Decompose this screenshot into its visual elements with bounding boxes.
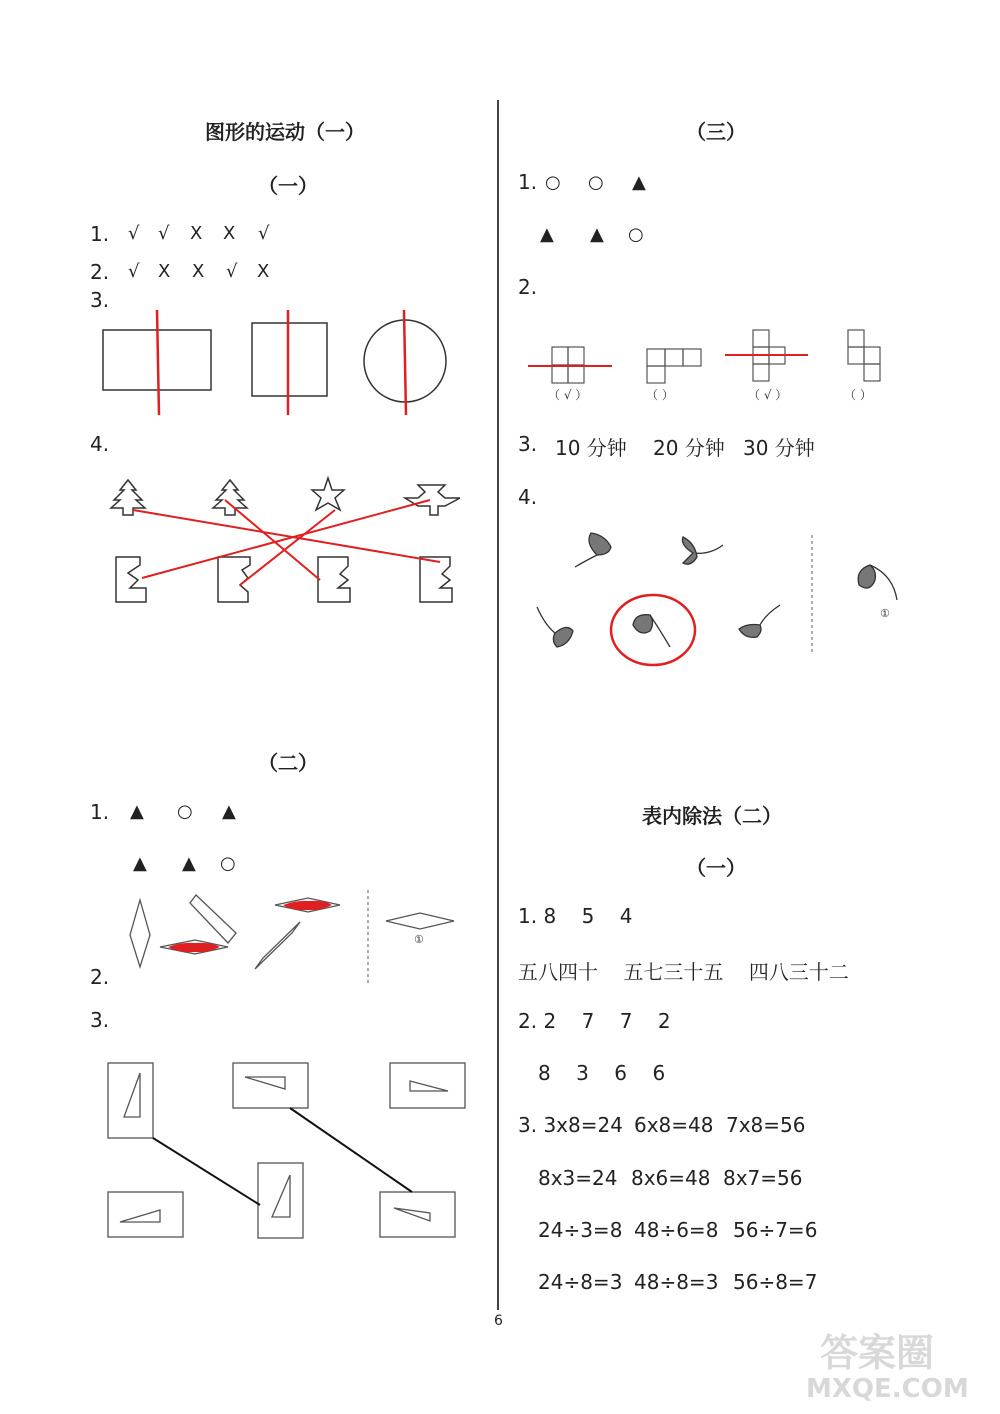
circle-symbol: ○ <box>628 224 644 245</box>
tree-shape <box>213 480 247 515</box>
triangle-shape <box>410 1081 448 1091</box>
equation: 3. 3x8=24 <box>518 1113 623 1137</box>
ginkgo-leaf <box>537 607 573 647</box>
triangle-symbol: ▲ <box>182 853 196 874</box>
triangle-symbol: ▲ <box>632 172 646 193</box>
match-line <box>290 1108 412 1192</box>
folded-paper-shape <box>420 557 452 602</box>
subsection-heading-1: （一） <box>258 174 318 198</box>
watermark-logo: 答案圈 <box>820 1331 935 1375</box>
sec3-q3-label: 3. <box>518 432 538 456</box>
ginkgo-leaf-rotation-figure <box>525 525 905 675</box>
symmetry-axis-line <box>157 310 159 415</box>
q2-mark: X <box>158 261 171 282</box>
ginkgo-leaf-reference <box>858 565 897 600</box>
cut-shapes-matching-figure <box>100 470 480 615</box>
q1-mark: X <box>223 223 236 244</box>
div-q2-line2: 8 3 6 6 <box>538 1061 666 1085</box>
triangle-symbol: ▲ <box>130 801 144 822</box>
rhombus-shape <box>255 922 300 969</box>
section-title-division: 表内除法（二） <box>642 804 782 828</box>
triangle-symbol: ▲ <box>133 853 147 874</box>
watermark-url: MXQE.COM <box>806 1374 969 1404</box>
sec3-q1-label: 1. <box>518 170 538 194</box>
time-answer: 30 分钟 <box>743 436 815 460</box>
answer-bracket: （ √ ） <box>548 388 588 402</box>
rotated-rhombus-figure <box>120 885 470 985</box>
time-answer: 20 分钟 <box>653 436 725 460</box>
div-q1-line2: 五八四十 五七三十五 四八三十二 <box>518 960 849 984</box>
tree-shape <box>111 480 145 515</box>
answer-bracket: （ √ ） <box>748 388 788 402</box>
card-frame <box>380 1192 455 1237</box>
triangle-symbol: ▲ <box>590 224 604 245</box>
q1-mark: √ <box>128 223 140 244</box>
symmetry-shapes-figure <box>95 305 465 420</box>
symmetry-axis-line <box>404 310 406 415</box>
square-shape <box>252 323 327 396</box>
q2-mark: √ <box>128 261 140 282</box>
cube-net-figure <box>520 322 900 412</box>
folded-paper-shape <box>116 557 146 602</box>
q3-label: 3. <box>90 288 110 312</box>
circle-symbol: ○ <box>545 172 561 193</box>
star-shape <box>312 478 344 510</box>
q2-mark: √ <box>226 261 238 282</box>
ginkgo-leaf <box>739 605 780 637</box>
card-frame <box>233 1063 308 1108</box>
triangle-shape <box>272 1175 290 1217</box>
cube-net <box>647 349 701 383</box>
match-line <box>142 500 430 578</box>
sec2-q3-label: 3. <box>90 1008 110 1032</box>
equation: 8x6=48 <box>631 1166 711 1190</box>
rhombus-shape <box>130 900 150 967</box>
card-frame <box>258 1163 303 1238</box>
match-line <box>133 510 440 562</box>
answer-bracket: （ ） <box>844 388 872 402</box>
folded-paper-shape <box>318 557 350 602</box>
equation: 8x3=24 <box>538 1166 618 1190</box>
circled-number-label: ① <box>414 933 424 946</box>
triangle-shape <box>120 1210 160 1222</box>
q1-mark: X <box>190 223 203 244</box>
equation: 24÷3=8 <box>538 1218 623 1242</box>
subsection-heading-4: （一） <box>686 856 746 880</box>
anvil-shape <box>405 485 460 515</box>
page-number: 6 <box>494 1313 503 1329</box>
triangle-shape <box>394 1208 430 1221</box>
column-divider <box>497 100 499 1310</box>
sec2-q2-label: 2. <box>90 965 110 989</box>
ginkgo-leaf <box>575 533 611 567</box>
q1-mark: √ <box>158 223 170 244</box>
triangle-symbol: ▲ <box>222 801 236 822</box>
section-title-graphic-motion: 图形的运动（一） <box>205 120 365 144</box>
q1-label: 1. <box>90 222 110 246</box>
triangle-shape <box>124 1073 140 1117</box>
equation: 7x8=56 <box>726 1113 806 1137</box>
equation: 48÷6=8 <box>634 1218 719 1242</box>
q2-mark: X <box>192 261 205 282</box>
rotated-triangles-figure <box>100 1055 470 1245</box>
subsection-heading-2: （二） <box>258 751 318 775</box>
div-q1-line1: 1. 8 5 4 <box>518 904 633 928</box>
equation: 56÷7=6 <box>733 1218 818 1242</box>
equation: 48÷8=3 <box>634 1270 719 1294</box>
q1-mark: √ <box>258 223 270 244</box>
red-answer-circle <box>611 595 695 665</box>
equation: 24÷8=3 <box>538 1270 623 1294</box>
time-answer: 10 分钟 <box>555 436 627 460</box>
triangle-symbol: ▲ <box>540 224 554 245</box>
equation: 56÷8=7 <box>733 1270 818 1294</box>
div-q2-line1: 2. 2 7 7 2 <box>518 1009 671 1033</box>
rhombus-shape <box>190 895 236 943</box>
circle-symbol: ○ <box>588 172 604 193</box>
equation: 6x8=48 <box>634 1113 714 1137</box>
sec2-q1-label: 1. <box>90 800 110 824</box>
equation: 8x7=56 <box>723 1166 803 1190</box>
ginkgo-leaf <box>682 537 723 564</box>
answer-bracket: （ ） <box>646 388 674 402</box>
q2-label: 2. <box>90 260 110 284</box>
match-line <box>153 1138 260 1205</box>
q2-mark: X <box>257 261 270 282</box>
subsection-heading-3: （三） <box>686 120 746 144</box>
sec3-q2-label: 2. <box>518 275 538 299</box>
cube-net <box>848 330 880 381</box>
reference-rhombus <box>386 913 454 929</box>
circled-number-label: ① <box>880 607 890 620</box>
folded-paper-shape <box>218 557 250 602</box>
circle-symbol: ○ <box>220 853 236 874</box>
q4-label: 4. <box>90 432 110 456</box>
circle-symbol: ○ <box>177 801 193 822</box>
triangle-shape <box>245 1077 285 1089</box>
ginkgo-leaf <box>633 615 670 647</box>
sec3-q4-label: 4. <box>518 485 538 509</box>
